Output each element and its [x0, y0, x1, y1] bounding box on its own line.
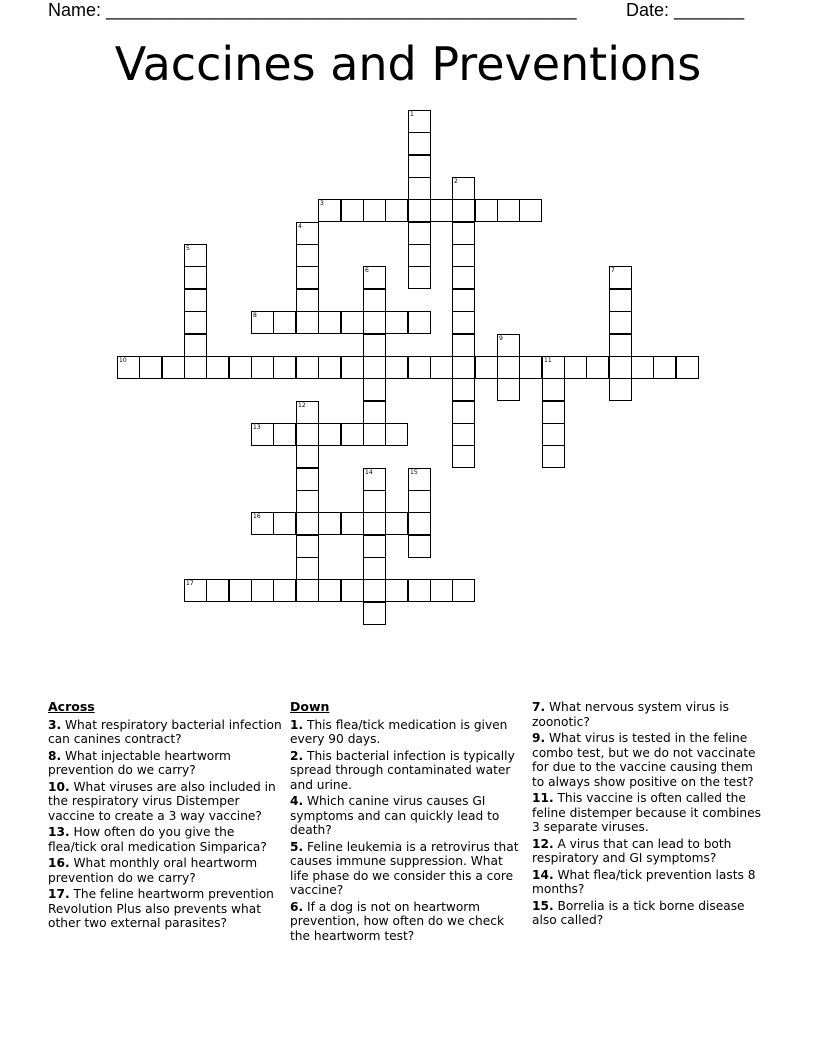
clue-across-3: 3. What respiratory bacterial infection can canines contract?: [48, 717, 282, 746]
grid-cell[interactable]: [408, 512, 431, 535]
grid-cell[interactable]: [184, 289, 207, 312]
clue-number: 10: [119, 357, 127, 364]
grid-cell[interactable]: [229, 579, 252, 602]
grid-cell[interactable]: [296, 222, 319, 245]
grid-cell[interactable]: [363, 289, 386, 312]
grid-cell[interactable]: [542, 378, 565, 401]
grid-cell[interactable]: [609, 378, 632, 401]
grid-cell[interactable]: [363, 266, 386, 289]
clue-down-4: 4. Which canine virus causes GI symptoms and can quickly lead to death?: [290, 794, 500, 837]
grid-cell[interactable]: [363, 468, 386, 491]
grid-cell[interactable]: [408, 244, 431, 267]
grid-cell[interactable]: [318, 311, 341, 334]
grid-cell[interactable]: [363, 602, 386, 625]
grid-cell[interactable]: [206, 356, 229, 379]
grid-cell[interactable]: [452, 423, 475, 446]
grid-cell[interactable]: [452, 266, 475, 289]
grid-cell[interactable]: [430, 579, 453, 602]
clue-number: 5: [186, 245, 190, 252]
grid-cell[interactable]: [363, 378, 386, 401]
grid-cell[interactable]: [296, 468, 319, 491]
clue-down-14: 14. What flea/tick prevention lasts 8 months?: [532, 867, 756, 896]
grid-cell[interactable]: [408, 199, 431, 222]
grid-cell[interactable]: [564, 356, 587, 379]
grid-cell[interactable]: [542, 356, 565, 379]
grid-cell[interactable]: [497, 356, 520, 379]
grid-cell[interactable]: [408, 356, 431, 379]
clue-number: 14: [365, 469, 373, 476]
grid-cell[interactable]: [452, 289, 475, 312]
grid-cell[interactable]: [452, 311, 475, 334]
grid-cell[interactable]: [363, 512, 386, 535]
grid-cell[interactable]: [184, 334, 207, 357]
grid-cell[interactable]: [363, 356, 386, 379]
grid-cell[interactable]: [184, 244, 207, 267]
grid-cell[interactable]: [385, 512, 408, 535]
date-field[interactable]: Date: _______: [626, 0, 745, 20]
across-heading: Across: [48, 699, 95, 714]
grid-cell[interactable]: [296, 311, 319, 334]
grid-cell[interactable]: [296, 244, 319, 267]
grid-cell[interactable]: [251, 579, 274, 602]
grid-cell[interactable]: [139, 356, 162, 379]
grid-cell[interactable]: [318, 199, 341, 222]
grid-cell[interactable]: [296, 356, 319, 379]
grid-cell[interactable]: [296, 557, 319, 580]
clue-number: 2: [454, 178, 458, 185]
grid-cell[interactable]: [452, 177, 475, 200]
grid-cell[interactable]: [385, 356, 408, 379]
grid-cell[interactable]: [408, 579, 431, 602]
grid-cell[interactable]: [430, 199, 453, 222]
clue-number: 7: [611, 267, 615, 274]
grid-cell[interactable]: [117, 356, 140, 379]
grid-cell[interactable]: [586, 356, 609, 379]
grid-cell[interactable]: [408, 266, 431, 289]
grid-cell[interactable]: [341, 199, 364, 222]
clue-number: 11: [544, 357, 552, 364]
grid-cell[interactable]: [408, 490, 431, 513]
grid-cell[interactable]: [363, 579, 386, 602]
header: [48, 0, 748, 20]
clue-down-12: 12. A virus that can lead to both respiratory and GI symptoms?: [532, 836, 732, 865]
grid-cell[interactable]: [296, 289, 319, 312]
grid-cell[interactable]: [296, 401, 319, 424]
grid-cell[interactable]: [363, 334, 386, 357]
grid-cell[interactable]: [251, 311, 274, 334]
grid-cell[interactable]: [296, 579, 319, 602]
page-title: Vaccines and Preventions: [114, 37, 702, 91]
grid-cell[interactable]: [273, 311, 296, 334]
grid-cell[interactable]: [609, 334, 632, 357]
grid-cell[interactable]: [497, 199, 520, 222]
grid-cell[interactable]: [363, 423, 386, 446]
grid-cell[interactable]: [452, 445, 475, 468]
grid-cell[interactable]: [251, 512, 274, 535]
grid-cell[interactable]: [408, 155, 431, 178]
grid-cell[interactable]: [385, 311, 408, 334]
grid-cell[interactable]: [341, 512, 364, 535]
grid-cell[interactable]: [363, 557, 386, 580]
grid-cell[interactable]: [206, 579, 229, 602]
grid-cell[interactable]: [542, 445, 565, 468]
clue-down-15: 15. Borrelia is a tick borne disease also called?: [532, 898, 745, 927]
grid-cell[interactable]: [363, 401, 386, 424]
grid-cell[interactable]: [341, 423, 364, 446]
grid-cell[interactable]: [229, 356, 252, 379]
grid-cell[interactable]: [363, 535, 386, 558]
grid-cell[interactable]: [363, 490, 386, 513]
clue-number: 13: [253, 424, 261, 431]
clue-number: 15: [410, 469, 418, 476]
grid-cell[interactable]: [452, 222, 475, 245]
grid-cell[interactable]: [408, 222, 431, 245]
grid-cell[interactable]: [184, 356, 207, 379]
grid-cell[interactable]: [318, 512, 341, 535]
grid-cell[interactable]: [542, 423, 565, 446]
grid-cell[interactable]: [519, 199, 542, 222]
grid-cell[interactable]: [296, 423, 319, 446]
grid-cell[interactable]: [408, 468, 431, 491]
grid-cell[interactable]: [475, 356, 498, 379]
grid-cell[interactable]: [273, 423, 296, 446]
grid-cell[interactable]: [296, 535, 319, 558]
grid-cell[interactable]: [475, 199, 498, 222]
clue-number: 6: [365, 267, 369, 274]
clue-number: 17: [186, 580, 194, 587]
grid-cell[interactable]: [363, 199, 386, 222]
clue-down-7: 7. What nervous system virus is zoonotic?: [532, 700, 729, 729]
grid-cell[interactable]: [609, 356, 632, 379]
grid-cell[interactable]: [385, 199, 408, 222]
grid-cell[interactable]: [542, 401, 565, 424]
grid-cell[interactable]: [452, 199, 475, 222]
grid-cell[interactable]: [251, 423, 274, 446]
grid-cell[interactable]: [452, 579, 475, 602]
grid-cell[interactable]: [497, 378, 520, 401]
grid-cell[interactable]: [676, 356, 699, 379]
grid-cell[interactable]: [273, 512, 296, 535]
grid-cell[interactable]: [251, 356, 274, 379]
clue-down-2: 2. This bacterial infection is typically spread through contaminated water and urine.: [290, 748, 515, 792]
clue-number: 12: [298, 402, 306, 409]
clue-down-1: 1. This flea/tick medication is given every 90 days.: [290, 717, 508, 746]
clue-across-16: 16. What monthly oral heartworm prevention do we carry?: [48, 856, 258, 885]
grid-cell[interactable]: [653, 356, 676, 379]
grid-cell[interactable]: [184, 311, 207, 334]
grid-cell[interactable]: [519, 356, 542, 379]
grid-cell[interactable]: [385, 423, 408, 446]
grid-cell[interactable]: [408, 110, 431, 133]
grid-cell[interactable]: [341, 579, 364, 602]
grid-cell[interactable]: [296, 445, 319, 468]
grid-cell[interactable]: [452, 334, 475, 357]
grid-cell[interactable]: [631, 356, 654, 379]
grid-cell[interactable]: [408, 132, 431, 155]
grid-cell[interactable]: [430, 356, 453, 379]
grid-cell[interactable]: [318, 423, 341, 446]
grid-cell[interactable]: [184, 579, 207, 602]
clue-number: 1: [410, 111, 414, 118]
grid-cell[interactable]: [184, 266, 207, 289]
across-clues: [48, 700, 284, 933]
grid-cell[interactable]: [452, 244, 475, 267]
down-heading: Down: [290, 699, 330, 714]
clue-number: 16: [253, 513, 261, 520]
grid-cell[interactable]: [296, 512, 319, 535]
clue-down-6: 6. If a dog is not on heartworm prevention, how often do we check the heartworm test?: [290, 899, 505, 943]
grid-cell[interactable]: [341, 356, 364, 379]
grid-cell[interactable]: [609, 289, 632, 312]
clue-across-10: 10. What viruses are also included in the respiratory virus Distemper vaccine to create a 3 way vaccine?: [48, 779, 276, 823]
grid-cell[interactable]: [273, 356, 296, 379]
grid-cell[interactable]: [363, 311, 386, 334]
clue-number: 4: [298, 223, 302, 230]
clue-number: 9: [499, 335, 503, 342]
clue-across-13: 13. How often do you give the flea/tick oral medication Simparica?: [48, 825, 267, 854]
clue-across-8: 8. What injectable heartworm prevention do we carry?: [48, 748, 231, 777]
grid-cell[interactable]: [609, 311, 632, 334]
down-clues-continued: [532, 700, 768, 930]
clue-number: 3: [320, 200, 324, 207]
down-clues: [290, 700, 524, 945]
grid-cell[interactable]: [408, 177, 431, 200]
grid-cell[interactable]: [385, 579, 408, 602]
grid-cell[interactable]: [452, 401, 475, 424]
clue-down-11: 11. This vaccine is often called the feline distemper because it combines 3 separate viruses.: [532, 791, 762, 834]
grid-cell[interactable]: [408, 535, 431, 558]
grid-cell[interactable]: [162, 356, 185, 379]
grid-cell[interactable]: [341, 311, 364, 334]
grid-cell[interactable]: [296, 490, 319, 513]
clue-across-17: 17. The feline heartworm prevention Revolution Plus also prevents what other two external parasites?: [48, 887, 274, 930]
grid-cell[interactable]: [318, 356, 341, 379]
grid-cell[interactable]: [408, 311, 431, 334]
grid-cell[interactable]: [497, 334, 520, 357]
grid-cell[interactable]: [452, 356, 475, 379]
grid-cell[interactable]: [273, 579, 296, 602]
grid-cell[interactable]: [452, 378, 475, 401]
grid-cell[interactable]: [609, 266, 632, 289]
grid-cell[interactable]: [296, 266, 319, 289]
clue-down-5: 5. Feline leukemia is a retrovirus that causes immune suppression. What life phase do we consider this a core vaccine?: [290, 839, 519, 897]
clue-number: 8: [253, 312, 257, 319]
clue-down-9: 9. What virus is tested in the feline combo test, but we do not vaccinate for due to the vaccine causing them to always show positive on the test?: [532, 731, 756, 789]
grid-cell[interactable]: [318, 579, 341, 602]
name-field[interactable]: Name: _______________________________________________: [48, 0, 577, 20]
